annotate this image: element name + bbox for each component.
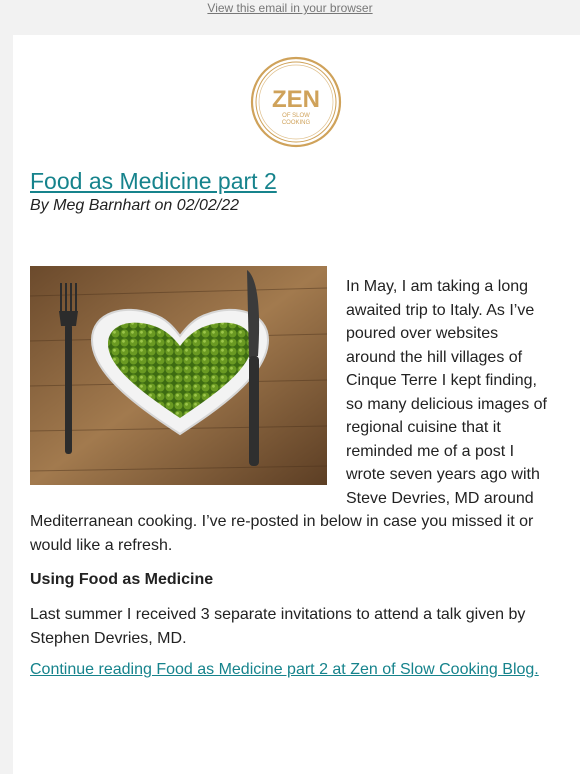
post-title-link[interactable]: Food as Medicine part 2 bbox=[30, 168, 277, 194]
zen-logo[interactable] bbox=[249, 55, 343, 149]
logo-wordmark: ZEN bbox=[272, 86, 320, 113]
preheader bbox=[0, 0, 580, 34]
post-byline: By Meg Barnhart on 02/02/22 bbox=[30, 197, 240, 214]
intro-paragraph bbox=[30, 275, 550, 557]
section-heading: Using Food as Medicine bbox=[30, 571, 214, 588]
view-in-browser-link[interactable]: View this email in your browser bbox=[207, 1, 373, 15]
intro-text: In May, I am taking a long awaited trip to Italy. As I’ve poured over websites around the hill villages of Cinque Terre I kept finding, so many delicious images of regional cuisine that it reminded me of a post I wrote seven years ago with Steve Devries, MD around Mediterranean cooking. I’ve re-posted in below in case you missed it or would like a refresh. bbox=[30, 278, 547, 554]
continue-reading-link[interactable]: Continue reading Food as Medicine part 2 at Zen of Slow Cooking Blog. bbox=[30, 661, 539, 678]
image-float-spacer bbox=[30, 266, 330, 493]
email-card bbox=[13, 35, 580, 774]
logo-tagline-2: COOKING bbox=[281, 120, 311, 126]
body-paragraph: Last summer I received 3 separate invitations to attend a talk given by Stephen Devries, MD. bbox=[30, 606, 526, 647]
logo-tagline-1: OF SLOW bbox=[282, 113, 310, 119]
